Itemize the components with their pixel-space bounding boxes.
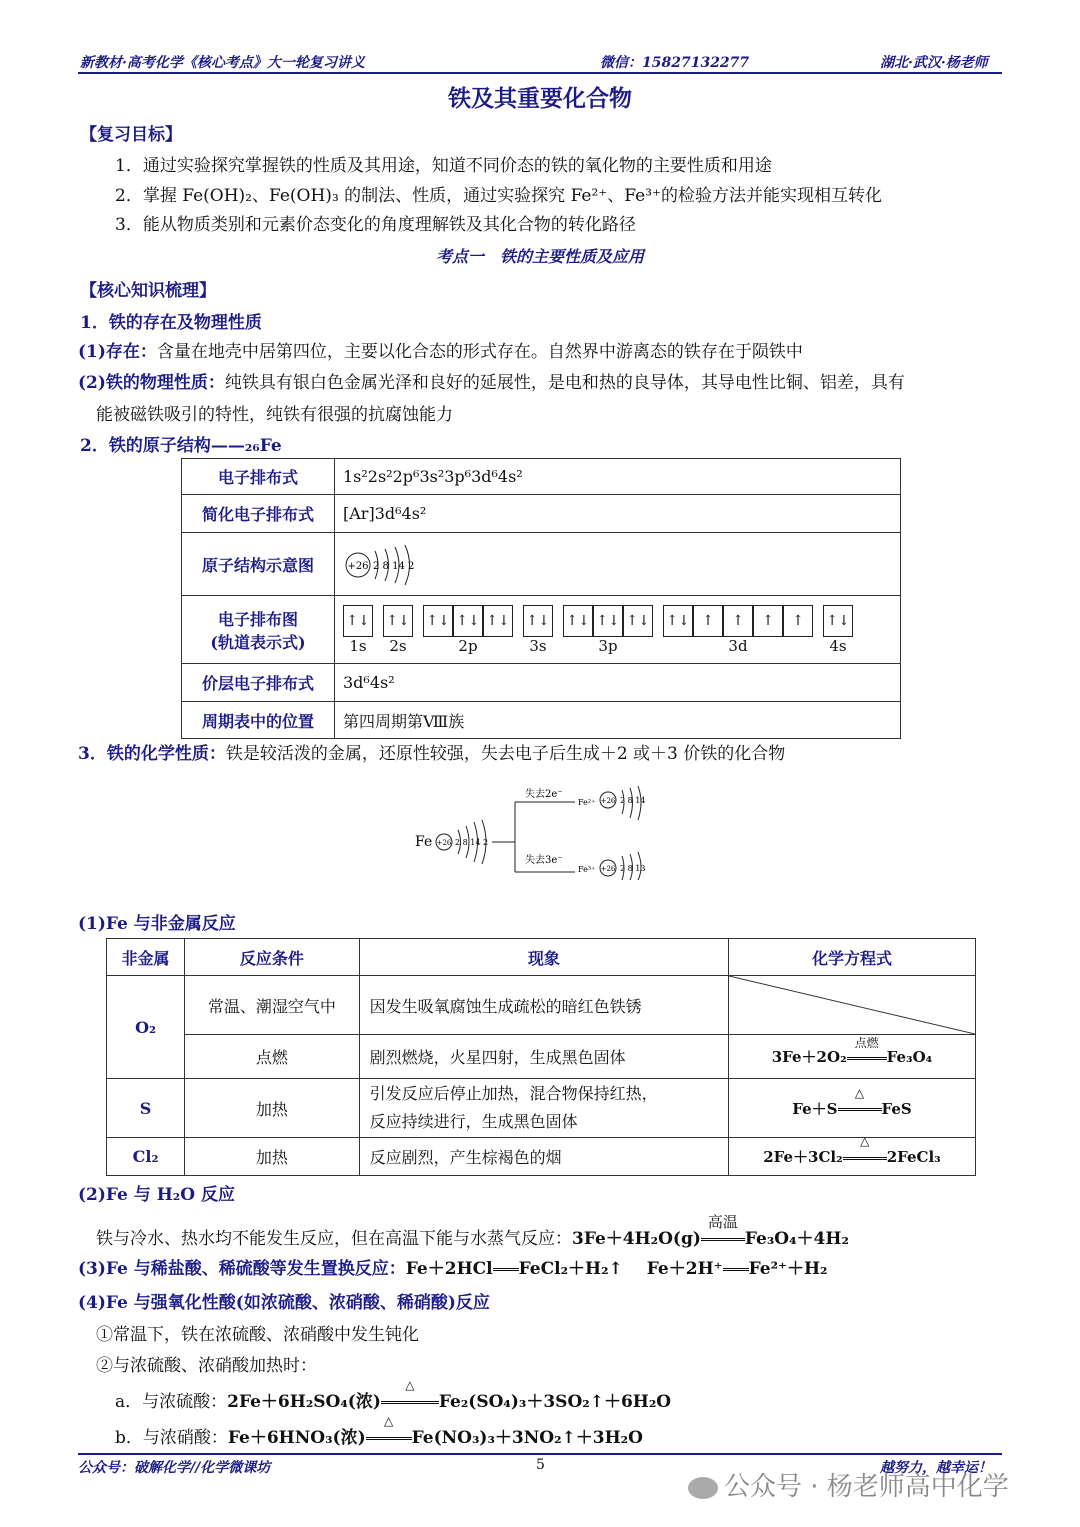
- s1-2-line: [78, 368, 905, 393]
- page-title: 铁及其重要化合物: [448, 86, 632, 112]
- fe3-label: Fe³⁺: [578, 865, 596, 874]
- shell-fe3: 2 8 13: [620, 864, 646, 873]
- s1-1-text: 含量在地壳中居第四位，主要以化合态的形式存在。自然界中游离态的铁存在于陨铁中: [156, 342, 803, 362]
- shell-numbers: 2 8 14 2: [373, 561, 415, 572]
- acid-eq1-right: FeCl₂＋H₂↑: [518, 1259, 623, 1279]
- orbital-box: ↑↓: [343, 605, 373, 637]
- acid-line: [78, 1254, 828, 1279]
- row-label-orbital: [182, 596, 335, 664]
- s3-text: 铁是较活泼的金属，还原性较强，失去电子后生成＋2 或＋3 价铁的化合物: [225, 744, 786, 764]
- equation-cell: [729, 1035, 976, 1079]
- orbital-diagram: [343, 605, 899, 655]
- orbital-group-2p: [423, 605, 513, 655]
- s1-2-label: (2)铁的物理性质：: [78, 373, 225, 393]
- water-eq-left: 3Fe＋4H₂O(g): [572, 1229, 701, 1249]
- oxacid-b-right: Fe(NO₃)₃＋3NO₂↑＋3H₂O: [411, 1428, 643, 1448]
- eq-arrow: [838, 1085, 882, 1118]
- eq-arrow: [847, 1036, 887, 1066]
- cond-cell: 加热: [185, 1138, 360, 1176]
- orbital-box: ↑↓: [623, 605, 653, 637]
- orbital-label: 3p: [598, 636, 618, 655]
- acid-eq2-arrow: [723, 1259, 749, 1279]
- orbital-label-2: (轨道表示式): [210, 632, 306, 652]
- footer-left: 公众号：破解化学//化学微课坊: [78, 1460, 271, 1476]
- row-value: 第四周期第Ⅷ族: [335, 702, 901, 739]
- diagonal-cell: [729, 976, 976, 1035]
- diagonal-line: [729, 976, 975, 1034]
- section-1-heading: 1．铁的存在及物理性质: [80, 313, 262, 333]
- equation-cell: [729, 1079, 976, 1138]
- s3-line: [78, 739, 785, 764]
- orbital-box: ↑↓: [523, 605, 553, 637]
- eq-condition: △: [854, 1085, 865, 1100]
- water-eq-condition: 高温: [707, 1213, 738, 1231]
- nucleus-label: +26: [347, 561, 369, 572]
- oxacid-a-left: 2Fe＋6H₂SO₄(浓): [227, 1392, 381, 1412]
- review-item-1: 1．通过实验探究掌握铁的性质及其用途，知道不同价态的铁的氧化物的主要性质和用途: [115, 156, 772, 176]
- kaodian-title: 考点一 铁的主要性质及应用: [435, 247, 644, 266]
- eq-left: Fe＋S: [792, 1099, 838, 1118]
- acid-eq2-left: Fe＋2H⁺: [646, 1259, 723, 1279]
- oxacid-a-condition: △: [405, 1378, 415, 1392]
- row-label: 周期表中的位置: [182, 702, 335, 739]
- acid-eq1-left: Fe＋2HCl: [405, 1259, 493, 1279]
- lose-2e-label: 失去2e⁻: [525, 789, 563, 800]
- fe2-label: Fe²⁺: [578, 798, 596, 807]
- phen-cell: 剧烈燃烧，火星四射，生成黑色固体: [359, 1035, 728, 1079]
- cond-cell: 加热: [185, 1079, 360, 1138]
- cond-cell: 点燃: [185, 1035, 360, 1079]
- row-label: 原子结构示意图: [182, 533, 335, 596]
- orbital-box: ↑↓: [483, 605, 513, 637]
- orbital-label: 2p: [458, 636, 478, 655]
- orbital-group-4s: [823, 605, 853, 655]
- atom-diagram-cell: [335, 533, 901, 596]
- cond-cell: 常温、潮湿空气中: [185, 976, 360, 1035]
- oxacid-b-condition: △: [384, 1414, 394, 1428]
- s1-2-text: 纯铁具有银白色金属光泽和良好的延展性，是电和热的良导体，其导电性比铜、铝差，具有: [224, 373, 905, 393]
- orbital-box: ↑: [693, 605, 723, 637]
- col-header-equation: 化学方程式: [729, 939, 976, 976]
- orbital-box: ↑↓: [663, 605, 693, 637]
- lose-3e-label: 失去3e⁻: [525, 855, 563, 866]
- shell-fe2: 2 8 14: [620, 796, 646, 805]
- orbital-label: 3s: [529, 636, 547, 655]
- orbital-box: ↑: [723, 605, 753, 637]
- nonmetal-cl2: Cl₂: [107, 1138, 185, 1176]
- wechat-icon: [688, 1477, 718, 1499]
- footer-rule: [78, 1453, 1002, 1455]
- orbital-box: ↑↓: [453, 605, 483, 637]
- eq-right: Fe₃O₄: [886, 1048, 933, 1066]
- row-label: 价层电子排布式: [182, 664, 335, 702]
- fe-label: Fe: [415, 834, 433, 850]
- phen-cell: [359, 1079, 728, 1138]
- orbital-box: ↑↓: [823, 605, 853, 637]
- atom-structure-diagram: [343, 537, 433, 587]
- oxacid-b-label: b．与浓硝酸：: [115, 1428, 228, 1448]
- orbital-label: 1s: [349, 636, 367, 655]
- water-heading: (2)Fe 与 H₂O 反应: [78, 1185, 235, 1205]
- water-line: [96, 1213, 849, 1249]
- equation-cell: [729, 1134, 976, 1176]
- orbital-diagram-cell: [335, 596, 901, 664]
- eq-condition: 点燃: [854, 1036, 879, 1050]
- oxacid-a-label: a．与浓硫酸：: [115, 1392, 228, 1412]
- water-eq-arrow: [701, 1213, 745, 1249]
- orbital-box: ↑↓: [563, 605, 593, 637]
- orbital-group-3d: [663, 605, 813, 655]
- orbital-label: 3d: [728, 636, 748, 655]
- shell-fe: 2 8 14 2: [455, 838, 489, 847]
- oxacid-a-right: Fe₂(SO₄)₃＋3SO₂↑＋6H₂O: [438, 1392, 672, 1412]
- core-fe3: +26: [600, 865, 616, 873]
- header-wechat: 微信：15827132277: [600, 55, 750, 71]
- row-value: 1s²2s²2p⁶3s²3p⁶3d⁶4s²: [335, 459, 901, 495]
- watermark-text: 公众号 · 杨老师高中化学: [724, 1472, 1009, 1502]
- acid-eq2-right: Fe²⁺＋H₂: [748, 1259, 828, 1279]
- row-label: 简化电子排布式: [182, 495, 335, 533]
- review-heading: 【复习目标】: [80, 125, 182, 145]
- s3-label: 3．铁的化学性质：: [78, 744, 226, 764]
- col-header-nonmetal: 非金属: [107, 939, 185, 976]
- header-right: 湖北·武汉·杨老师: [880, 55, 988, 71]
- acid-heading: (3)Fe 与稀盐酸、稀硫酸等发生置换反应：: [78, 1259, 406, 1279]
- s1-1-label: (1)存在：: [78, 342, 157, 362]
- oxacid-a-arrow: [381, 1378, 439, 1412]
- col-header-phenomenon: 现象: [359, 939, 728, 976]
- orbital-group-1s: [343, 605, 373, 655]
- eq-left: 3Fe＋2O₂: [771, 1048, 847, 1066]
- nonmetal-reaction-table: [106, 938, 976, 1176]
- nonmetal-heading: (1)Fe 与非金属反应: [78, 914, 236, 934]
- orbital-group-2s: [383, 605, 413, 655]
- phen-line-2: 反应持续进行，生成黑色固体: [369, 1112, 578, 1131]
- orbital-box: ↑↓: [593, 605, 623, 637]
- header-left: 新教材·高考化学《核心考点》大一轮复习讲义: [80, 55, 365, 71]
- review-item-3: 3．能从物质类别和元素价态变化的角度理解铁及其化合物的转化路径: [115, 215, 636, 235]
- watermark: [688, 1466, 1009, 1503]
- water-eq-right: Fe₃O₄＋4H₂: [744, 1229, 849, 1249]
- orbital-label-1: 电子排布图: [217, 609, 298, 629]
- review-item-2: 2．掌握 Fe(OH)₂、Fe(OH)₃ 的制法、性质，通过实验探究 Fe²⁺、Fe³⁺的检验方法并能实现相互转化: [115, 186, 882, 206]
- nonmetal-s: S: [107, 1079, 185, 1138]
- atom-structure-table: [181, 458, 901, 739]
- section-2-heading: 2．铁的原子结构——₂₆Fe: [80, 436, 282, 456]
- col-header-condition: 反应条件: [185, 939, 360, 976]
- orbital-group-3s: [523, 605, 553, 655]
- oxacid-a-line: [115, 1378, 672, 1412]
- eq-left: 2Fe＋3Cl₂: [763, 1148, 843, 1166]
- orbital-box: ↑↓: [383, 605, 413, 637]
- eq-right: 2FeCl₃: [886, 1148, 941, 1166]
- row-label: 电子排布式: [182, 459, 335, 495]
- orbital-label: 2s: [389, 636, 407, 655]
- oxacid-b-arrow: [366, 1414, 412, 1448]
- phen-cell: 因发生吸氧腐蚀生成疏松的暗红色铁锈: [359, 976, 728, 1035]
- phen-cell: 反应剧烈，产生棕褐色的烟: [359, 1138, 728, 1176]
- eq-right: FeS: [881, 1099, 912, 1118]
- oxacid-heading: (4)Fe 与强氧化性酸(如浓硫酸、浓硝酸、稀硝酸)反应: [78, 1293, 490, 1313]
- footer-right: 越努力，越幸运！: [880, 1460, 992, 1476]
- orbital-box: ↑: [753, 605, 783, 637]
- orbital-label: 4s: [829, 636, 847, 655]
- core-fe2: +26: [600, 797, 616, 805]
- nonmetal-o2: O₂: [107, 976, 185, 1079]
- s1-2-text-cont: 能被磁铁吸引的特性，纯铁有很强的抗腐蚀能力: [96, 405, 453, 425]
- orbital-group-3p: [563, 605, 653, 655]
- row-value: 3d⁶4s²: [335, 664, 901, 702]
- ionization-diagram: [410, 780, 670, 880]
- page-number: 5: [536, 1457, 545, 1473]
- row-value: [Ar]3d⁶4s²: [335, 495, 901, 533]
- water-text: 铁与冷水、热水均不能发生反应，但在高温下能与水蒸气反应：: [96, 1229, 572, 1249]
- orbital-box: ↑: [783, 605, 813, 637]
- phen-line-1: 引发反应后停止加热，混合物保持红热，: [369, 1084, 658, 1103]
- core-fe: +26: [436, 839, 452, 847]
- core-heading: 【核心知识梳理】: [80, 281, 216, 301]
- eq-arrow: [843, 1134, 887, 1166]
- oxacid-b-left: Fe＋6HNO₃(浓): [227, 1428, 366, 1448]
- eq-condition: △: [860, 1134, 870, 1148]
- acid-eq1-arrow: [493, 1259, 519, 1279]
- oxacid-p1: ①常温下，铁在浓硫酸、浓硝酸中发生钝化: [96, 1325, 419, 1345]
- s1-1-line: [78, 337, 803, 362]
- orbital-box: ↑↓: [423, 605, 453, 637]
- oxacid-b-line: [115, 1414, 643, 1448]
- header-rule: [78, 72, 1002, 74]
- oxacid-p2: ②与浓硫酸、浓硝酸加热时：: [96, 1356, 317, 1376]
